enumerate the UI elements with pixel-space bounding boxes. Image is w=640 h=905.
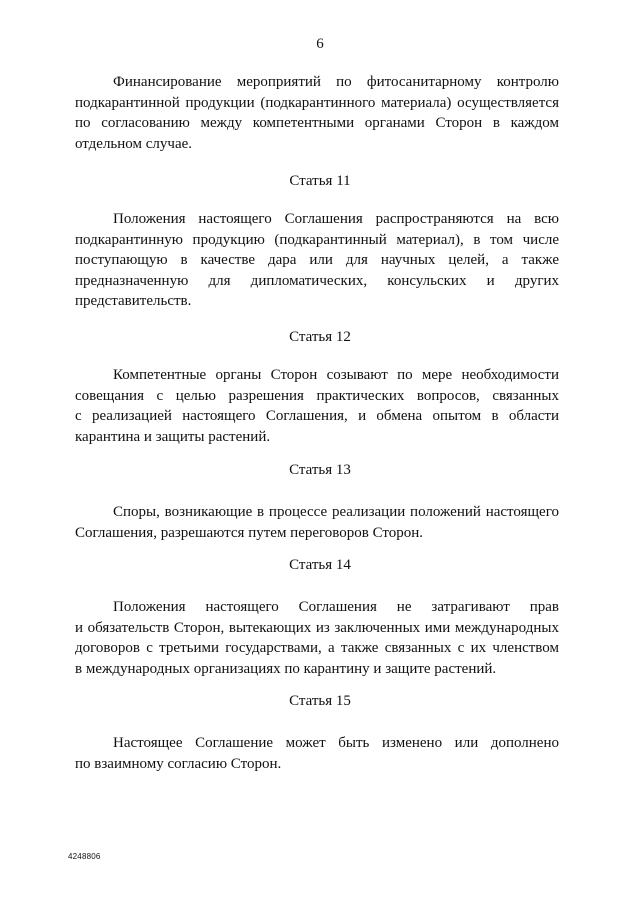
article-11-heading: Статья 11	[289, 173, 351, 189]
text-line: представительств.	[75, 293, 192, 309]
paragraph-article-15	[75, 733, 559, 774]
text-line: Компетентные органы Сторон созывают по мере необходимости	[113, 367, 559, 383]
text-line: подкарантинную продукцию (подкарантинный материал), в том числе	[75, 231, 559, 248]
text-line: по взаимному согласию Сторон.	[75, 755, 282, 772]
text-line: Положения настоящего Соглашения распространяются на всю	[113, 211, 559, 227]
text-line: договоров с третьими государствами, а также связанных с их членством	[75, 640, 559, 656]
paragraph-article-12	[75, 365, 559, 447]
text-line: поступающую в качестве дара или для научных целей, а также	[75, 252, 559, 268]
article-15-heading: Статья 15	[289, 693, 351, 709]
document-code: 4248806	[68, 852, 101, 861]
text-line: отдельном случае.	[75, 135, 193, 152]
paragraph-article-13	[75, 502, 559, 543]
text-line: по согласованию между компетентными органами Сторон в каждом	[75, 115, 559, 131]
text-line: и обязательств Сторон, вытекающих из заключенных ими международных	[75, 619, 559, 636]
article-13-heading: Статья 13	[289, 462, 351, 478]
text-line: Положения настоящего Соглашения не затрагивают прав	[113, 599, 559, 615]
text-line: совещания с целью разрешения практических вопросов, связанных	[75, 387, 559, 404]
text-line: Настоящее Соглашение может быть изменено или дополнено	[113, 735, 559, 751]
paragraph-article-14	[75, 597, 559, 679]
text-line: Споры, возникающие в процессе реализации положений настоящего	[113, 504, 559, 520]
text-line: Финансирование мероприятий по фитосанитарному контролю	[113, 74, 559, 90]
page-number: 6	[316, 36, 324, 52]
article-12-heading: Статья 12	[289, 329, 351, 345]
text-line: подкарантинной продукции (подкарантинного материала) осуществляется	[75, 94, 559, 111]
text-line: с реализацией настоящего Соглашения, и обмена опытом в области	[75, 408, 559, 424]
article-14-heading: Статья 14	[289, 557, 351, 573]
paragraph-intro	[75, 72, 559, 154]
text-line: Соглашения, разрешаются путем переговоров Сторон.	[75, 524, 424, 541]
paragraph-article-11	[75, 209, 559, 312]
text-line: предназначенную для дипломатических, консульских и других	[75, 272, 559, 289]
text-line: карантина и защиты растений.	[75, 428, 271, 445]
text-line: в международных организациях по карантину и защите растений.	[75, 660, 497, 677]
